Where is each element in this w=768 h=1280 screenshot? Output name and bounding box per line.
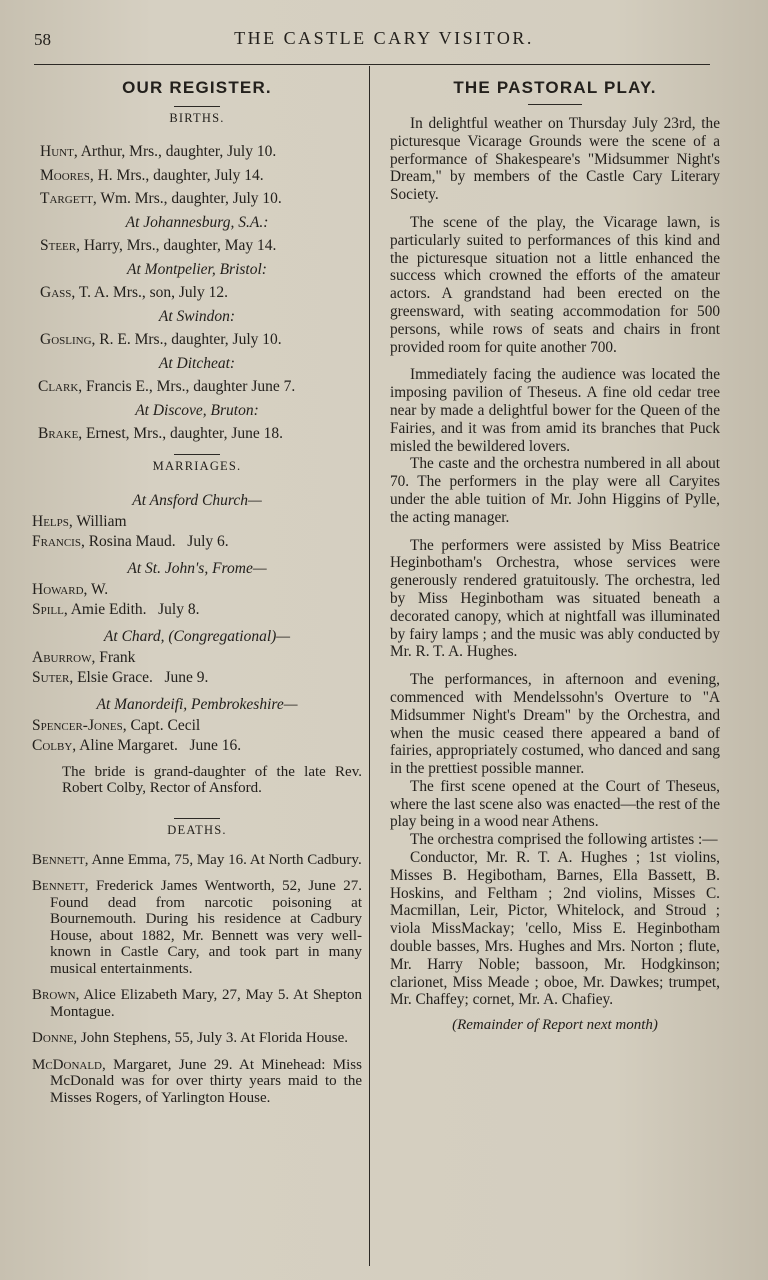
play-paragraph: The first scene opened at the Court of Theseus, where the last scene also was enacted—the rest of the play being in a wood near Athens. — [390, 777, 720, 831]
marriage-entry: Spill, Amie Edith. July 8. — [32, 600, 200, 618]
marriage-entry: Francis, Rosina Maud. July 6. — [32, 532, 229, 550]
orchestra-list: Conductor, Mr. R. T. A. Hughes ; 1st violins, Misses B. Hegibotham, Barnes, Ella Bassett, B. Hoskins, and Feltham ; 2nd violins, Misses C. Macmillan, Leir, Pictor, Whitelock, and Stroud ; viola MissMackay; 'cello, Miss E. Heginbotham double basses, Mrs. Hughes and Mrs. Norton ; flute, Mr. Harry Noble; bassoon, Mr. Hodgkinson; clarionet, Miss Meade ; oboe, Mr. Dawkes; trumpet, Mr. Chaffey; cornet, Mr. A. Chafiey. — [390, 849, 720, 1009]
marriage-place: At Chard, (Congregational)— — [103, 627, 291, 645]
birth-entry: Clark, Francis E., Mrs., daughter June 7. — [38, 378, 296, 395]
death-entry: Bennett, Anne Emma, 75, May 16. At North Cadbury. — [32, 851, 362, 868]
separator-rule — [174, 818, 220, 819]
remainder-note: (Remainder of Report next month) — [452, 1017, 658, 1034]
play-title: THE PASTORAL PLAY. — [453, 78, 657, 97]
column-divider — [369, 66, 370, 1266]
register-title: OUR REGISTER. — [122, 78, 272, 97]
marriage-entry: Suter, Elsie Grace. June 9. — [32, 668, 209, 686]
marriage-place: At Ansford Church— — [132, 491, 262, 509]
marriage-entry: Helps, William — [32, 512, 127, 530]
birth-entry: Steer, Harry, Mrs., daughter, May 14. — [40, 237, 277, 254]
death-entry: Brown, Alice Elizabeth Mary, 27, May 5. At Shepton Montague. — [32, 987, 362, 1020]
birth-place: At Swindon: — [158, 307, 236, 325]
separator-rule — [174, 454, 220, 455]
marriage-place: At St. John's, Frome— — [127, 559, 267, 577]
page-number: 58 — [34, 30, 51, 49]
birth-place: At Discove, Bruton: — [135, 401, 259, 419]
birth-entry: Brake, Ernest, Mrs., daughter, June 18. — [38, 425, 284, 442]
separator-rule — [174, 106, 220, 107]
death-entry: Bennett, Frederick James Wentworth, 52, June 27. Found dead from narcotic poisoning at Bournemouth. During his residence at Cadbury House, about 1882, Mr. Bennett was very well-known in Castle Cary, and took part in many musical entertainments. — [32, 878, 362, 977]
birth-entry: Targett, Wm. Mrs., daughter, July 10. — [40, 190, 282, 207]
birth-entry: Gass, T. A. Mrs., son, July 12. — [40, 284, 228, 301]
birth-place: At Johannesburg, S.A.: — [125, 213, 269, 231]
play-paragraph: In delightful weather on Thursday July 23rd, the picturesque Vicarage Grounds were the scene of a performance of Shakespeare's "Midsummer Night's Dream," by members of the Castle Cary Literary Society. — [390, 115, 720, 204]
separator-rule — [528, 104, 582, 105]
play-paragraph: The orchestra comprised the following artistes :— — [410, 831, 718, 849]
birth-entry: Hunt, Arthur, Mrs., daughter, July 10. — [40, 143, 277, 160]
marriage-entry: Colby, Aline Margaret. June 16. — [32, 736, 242, 754]
birth-entry: Moores, H. Mrs., daughter, July 14. — [40, 166, 264, 184]
deaths-label: DEATHS. — [167, 822, 227, 837]
marriage-entry: Howard, W. — [32, 580, 109, 598]
play-paragraph: The caste and the orchestra numbered in all about 70. The performers in the play were all Caryites under the able tuition of Mr. John Higgins of Pylle, the acting manager. — [390, 455, 720, 526]
death-entry: Donne, John Stephens, 55, July 3. At Florida House. — [32, 1030, 348, 1046]
publication-title: THE CASTLE CARY VISITOR. — [234, 28, 534, 48]
marriage-entry: Aburrow, Frank — [32, 648, 136, 666]
birth-entry: Gosling, R. E. Mrs., daughter, July 10. — [40, 331, 282, 348]
play-paragraph: The performers were assisted by Miss Beatrice Heginbotham's Orchestra, whose services were generously rendered gratuitously. The orchestra, led by Miss Heginbotham was situated beneath a decorated canopy, which at nightfall was illuminated by fairy lamps ; and the music was ably conducted by Mr. R. T. A. Hughes. — [390, 536, 720, 661]
marriage-entry: Spencer-Jones, Capt. Cecil — [32, 716, 201, 734]
marriage-place: At Manordeifi, Pembrokeshire— — [96, 695, 298, 713]
birth-place: At Ditcheat: — [158, 354, 236, 372]
register-column — [32, 72, 362, 1106]
header-rule — [34, 64, 710, 65]
play-paragraph: Immediately facing the audience was located the imposing pavilion of Theseus. A fine old cedar tree near by made a delightful bower for the Queen of the Fairies, and it was from amid its branches that Puck misled the bewildered lovers. — [390, 366, 720, 455]
play-paragraph: The scene of the play, the Vicarage lawn, is particularly suited to performances of this kind and the picturesque situation not a little enhanced the success which crowned the efforts of the amateur actors. A grandstand had been erected on the greensward, with seating accommodation for 500 persons, while rows of seats and chairs in front provided room for quite another 700. — [390, 213, 720, 356]
running-head — [0, 28, 768, 54]
death-entry: McDonald, Margaret, June 29. At Minehead: Miss McDonald was for over thirty years maid to the Misses Rogers, of Yarlington House. — [32, 1056, 362, 1106]
play-column — [390, 72, 720, 1034]
play-paragraph: The performances, in afternoon and evening, commenced with Mendelssohn's Overture to "A Midsummer Night's Dream" by the Orchestra, and when the music ceased there appeared a band of fairies, appropriately costumed, who danced and sang in the prettiest possible manner. — [390, 671, 720, 778]
marriages-label: MARRIAGES. — [152, 458, 242, 473]
marriage-note: The bride is grand-daughter of the late Rev. Robert Colby, Rector of Ansford. — [62, 763, 362, 796]
births-label: BIRTHS. — [169, 111, 225, 125]
birth-place: At Montpelier, Bristol: — [127, 260, 267, 278]
